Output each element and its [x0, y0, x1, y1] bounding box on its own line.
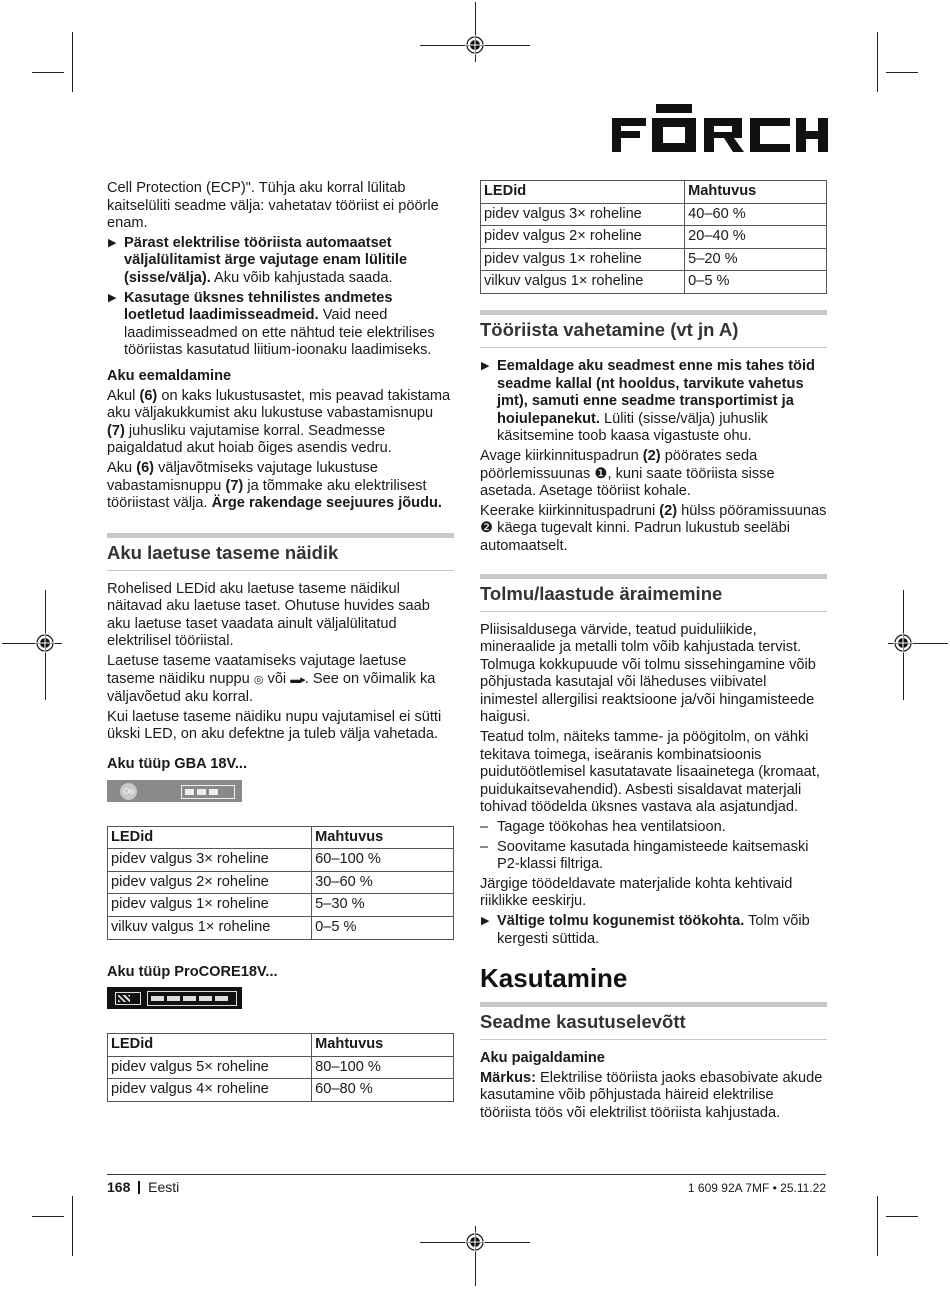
led-capacity-table — [480, 180, 827, 294]
crop-mark — [886, 1216, 918, 1217]
crop-mark — [72, 1196, 73, 1256]
section-heading — [480, 310, 827, 348]
battery-low-icon — [115, 992, 141, 1005]
table-row — [108, 894, 454, 917]
charge-button-icon: ◎ — [253, 673, 264, 686]
on-button-icon: On — [120, 783, 137, 800]
column-header: LEDid — [108, 1034, 312, 1057]
left-column — [107, 180, 454, 1102]
bullet-bold: Eemaldage aku seadmest enne mis tahes töid seadme kallal (nt hooldus, tarvikute vahetus jmt), samuti enne seadme transportimist ja hoiulepanekut. — [497, 357, 815, 427]
dash-item: – Tagage töökohas hea ventilatsioon. — [480, 819, 726, 836]
led-capacity-table — [107, 826, 454, 940]
table-cell: 5–20 % — [685, 248, 827, 271]
subheading: Aku tüüp ProCORE18V... — [107, 963, 278, 980]
table-header-row — [481, 181, 827, 204]
section-heading — [107, 533, 454, 571]
bullet-text: Aku võib kahjustada saada. — [210, 269, 393, 286]
table-row — [108, 917, 454, 940]
battery-button-icon: ▬▸ — [290, 673, 305, 686]
paragraph: Kui laetuse taseme näidiku nupu vajutamisel ei sütti ükski LED, on aku defektne ja tuleb välja vahetada. — [107, 708, 442, 743]
column-header: LEDid — [108, 826, 312, 849]
section-title: Tööriista vahetamine (vt jn A) — [480, 318, 739, 340]
registration-target-icon — [35, 633, 55, 653]
table-cell: 0–5 % — [685, 271, 827, 294]
table-cell: pidev valgus 1× roheline — [108, 894, 312, 917]
bullet-bold: Kasutage üksnes tehnilistes andmetes loetletud laadimisseadmeid. — [124, 289, 393, 324]
column-header: LEDid — [481, 181, 685, 204]
crop-mark — [877, 1196, 878, 1256]
footer-rule — [107, 1174, 826, 1175]
paragraph: Laetuse taseme vaatamiseks vajutage laetuse taseme näidiku nuppu ◎ või ▬▸. See on võimalik ka väljavõetud aku korral. — [107, 653, 436, 706]
paragraph: Teatud tolm, näiteks tamme- ja pöögitolm, on vähki tekitava toimega, iseäranis kombinatsioonis puidutöötlemisel kasutatavate lisaainetega (kromaat, puidukaitsevahendid). Asbesti sisaldavat materjali tohivad töödelda üksnes vastava ala asjatundjad. — [480, 729, 820, 816]
procore-indicator-graphic — [107, 987, 242, 1009]
paragraph: Märkus: Elektrilise tööriista jaoks ebasobivate akude kasutamine võib põhjustada häireid elektrilise tööriista töös või elektrilist tööriista kahjustada. — [480, 1069, 823, 1121]
dash-item: – Soovitame kasutada hingamisteede kaitsemaski P2-klassi filtriga. — [480, 838, 809, 873]
table-header-row — [108, 1034, 454, 1057]
table-cell: pidev valgus 5× roheline — [108, 1056, 312, 1079]
table-cell: 5–30 % — [312, 894, 454, 917]
warning-bullet — [107, 235, 454, 288]
bullet-bold: Vältige tolmu kogunemist töökohta. — [497, 913, 745, 929]
bullet-text: Lüliti (sisse/välja) juhuslik käsitsemine toob kaasa vigastuste ohu. — [497, 410, 768, 445]
table-cell: 60–100 % — [312, 849, 454, 872]
footer-page — [107, 1179, 179, 1195]
warning-bullet — [480, 913, 827, 948]
table-cell: 80–100 % — [312, 1056, 454, 1079]
battery-icon — [181, 785, 235, 799]
table-cell: 30–60 % — [312, 871, 454, 894]
paragraph: Avage kiirkinnituspadrun (2) pöörates seda pöörlemissuunas ❶, kuni saate tööriista sisse asetada. Asetage tööriist kohale. — [480, 447, 775, 500]
triangle-bullet-icon: ▶ — [108, 291, 117, 304]
table-row — [108, 1056, 454, 1079]
paragraph: Keerake kiirkinnituspadruni (2) hülss pööramissuunas ❷ käega tugevalt kinni. Padrun lukustub seeläbi automaatselt. — [480, 502, 827, 554]
right-column — [480, 180, 827, 1125]
table-cell: 0–5 % — [312, 917, 454, 940]
triangle-bullet-icon: ▶ — [108, 236, 117, 249]
table-cell: pidev valgus 3× roheline — [481, 203, 685, 226]
table-cell: pidev valgus 2× roheline — [108, 871, 312, 894]
column-header: Mahtuvus — [312, 1034, 454, 1057]
warning-bullet — [107, 290, 454, 360]
registration-target-icon — [465, 35, 485, 55]
warning-bullet — [480, 358, 827, 446]
table-cell: pidev valgus 3× roheline — [108, 849, 312, 872]
bullet-text: Tolm võib kergesti süttida. — [497, 913, 810, 947]
table-row — [108, 1079, 454, 1102]
paragraph: Pliisisaldusega värvide, teatud puiduliikide, mineraalide ja metalli tolm võib kahjustada tervist. Tolmuga kokkupuude või tolmu sissehingamine võib põhjustada kasutajal või läheduses viibivatel inimestel allergilisi reaktsioone ja/või hingamisteede haigusi. — [480, 621, 816, 726]
crop-mark — [877, 32, 878, 92]
triangle-bullet-icon: ▶ — [481, 915, 490, 927]
subheading: Aku paigaldamine — [480, 1050, 605, 1067]
bullet-text: Vaid need laadimisseadmed on ette nähtud teie elektrilises tööriistas kasutatud liitium-ioonaku laadimiseks. — [124, 307, 435, 359]
bullet-bold: Pärast elektrilise tööriista automaatset väljalülitamist ärge vajutage enam lülitile (sisse/välja). — [124, 234, 408, 286]
crop-mark — [32, 72, 64, 73]
step-2-icon: ❷ — [480, 520, 494, 537]
table-cell: 40–60 % — [685, 203, 827, 226]
table-row — [481, 248, 827, 271]
section-title: Seadme kasutuselevõtt — [480, 1011, 686, 1033]
triangle-bullet-icon: ▶ — [481, 359, 490, 372]
step-1-icon: ❶ — [594, 465, 608, 482]
table-cell: vilkuv valgus 1× roheline — [481, 271, 685, 294]
paragraph: Aku (6) väljavõtmiseks vajutage lukustuse vabastamisnuppu (7) ja tõmmake aku elektrilisest tööriistast välja. Ärge rakendage seejuures jõudu. — [107, 459, 442, 512]
chapter-title: Kasutamine — [480, 963, 628, 994]
table-row — [108, 849, 454, 872]
document-code: 1 609 92A 7MF • 25.11.22 — [687, 1181, 826, 1195]
table-cell: 60–80 % — [312, 1079, 454, 1102]
registration-target-icon — [893, 633, 913, 653]
paragraph: Cell Protection (ECP)". Tühja aku korral lülitab kaitselüliti seadme välja: vahetatav tööriist ei pöörle enam. — [107, 180, 439, 232]
table-cell: pidev valgus 4× roheline — [108, 1079, 312, 1102]
crop-mark — [886, 72, 918, 73]
column-header: Mahtuvus — [312, 826, 454, 849]
table-cell: vilkuv valgus 1× roheline — [108, 917, 312, 940]
battery-level-bar — [147, 991, 237, 1006]
paragraph: Akul (6) on kaks lukustusastet, mis peavad takistama aku väljakukkumist aku lukustuse vabastamisnupu (7) juhusliku vajutamise korral. Seadmesse paigaldatud akut hoiab õiges asendis vedru. — [107, 387, 451, 457]
column-header: Mahtuvus — [685, 181, 827, 204]
forch-logo — [612, 100, 828, 160]
subheading: Aku tüüp GBA 18V... — [107, 756, 248, 773]
subheading: Aku eemaldamine — [107, 367, 232, 384]
paragraph: Rohelised LEDid aku laetuse taseme näidikul näitavad aku laetuse taset. Ohutuse huvides saab aku laetuse taset vaadata ainult väljalülitatud elektrilisel tööriistal. — [107, 580, 430, 650]
table-row — [481, 226, 827, 249]
section-heading — [480, 574, 827, 612]
crop-mark — [72, 32, 73, 92]
table-cell: pidev valgus 1× roheline — [481, 248, 685, 271]
table-header-row — [108, 826, 454, 849]
section-heading — [480, 1002, 827, 1040]
table-cell: 20–40 % — [685, 226, 827, 249]
language-label: Eesti — [148, 1179, 180, 1195]
table-row — [108, 871, 454, 894]
page-number: 168 — [107, 1179, 131, 1195]
crop-mark — [32, 1216, 64, 1217]
registration-target-icon — [465, 1232, 485, 1252]
table-cell: pidev valgus 2× roheline — [481, 226, 685, 249]
section-title: Tolmu/laastude äraimemine — [480, 582, 723, 604]
led-capacity-table — [107, 1033, 454, 1102]
paragraph: Järgige töödeldavate materjalide kohta kehtivaid riiklikke eeskirju. — [480, 875, 793, 910]
table-row — [481, 271, 827, 294]
table-row — [481, 203, 827, 226]
gba-indicator-graphic — [107, 780, 242, 802]
section-title: Aku laetuse taseme näidik — [107, 541, 339, 563]
